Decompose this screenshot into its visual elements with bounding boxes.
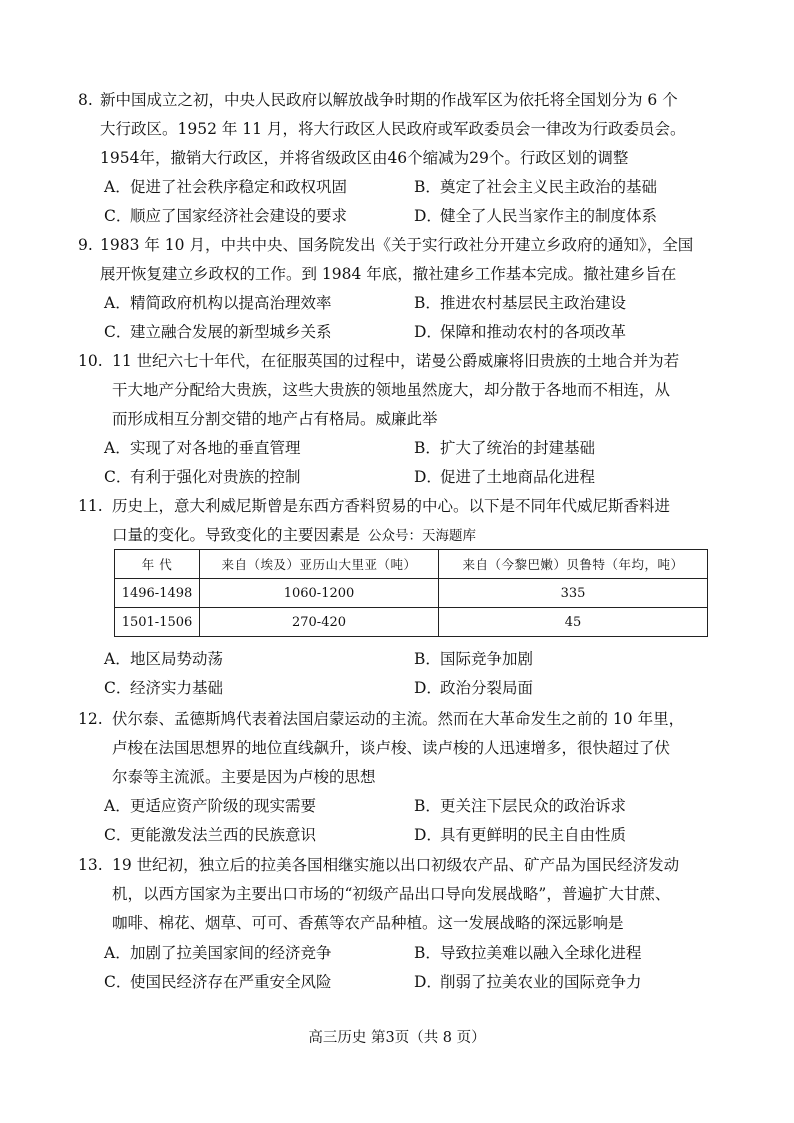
- question-text-line: 尔泰等主流派。主要是因为卢梭的思想: [112, 768, 376, 786]
- question-number: 9.: [78, 236, 93, 254]
- option-a[interactable]: A．更适应资产阶级的现实需要: [104, 797, 317, 815]
- question-text-line: 卢梭在法国思想界的地位直线飙升，谈卢梭、读卢梭的人迅速增多，很快超过了伏: [112, 739, 671, 757]
- question-11-options: [104, 645, 724, 703]
- option-c[interactable]: C．有利于强化对贵族的控制: [104, 468, 301, 486]
- option-d[interactable]: D．削弱了拉美农业的国际竞争力: [414, 973, 642, 991]
- option-a[interactable]: A．精简政府机构以提高治理效率: [104, 294, 332, 312]
- option-d[interactable]: D．保障和推动农村的各项改革: [414, 323, 627, 341]
- option-c[interactable]: C．使国民经济存在严重安全风险: [104, 973, 332, 991]
- table-header-cell: 来自（今黎巴嫩）贝鲁特（年均，吨）: [439, 550, 708, 579]
- option-a[interactable]: A．实现了对各地的垂直管理: [104, 439, 301, 457]
- option-b[interactable]: B．奠定了社会主义民主政治的基础: [414, 178, 658, 196]
- question-10: [78, 347, 718, 434]
- option-c[interactable]: C．建立融合发展的新型城乡关系: [104, 323, 332, 341]
- question-text-line: 而形成相互分割交错的地产占有格局。威廉此举: [112, 410, 438, 428]
- table-cell: 1501-1506: [115, 608, 200, 637]
- option-b[interactable]: B．推进农村基层民主政治建设: [414, 294, 627, 312]
- watermark-text: 公众号：天海题库: [368, 528, 477, 544]
- option-c[interactable]: C．更能激发法兰西的民族意识: [104, 826, 317, 844]
- option-b[interactable]: B．导致拉美难以融入全球化进程: [414, 944, 642, 962]
- option-c[interactable]: C．顺应了国家经济社会建设的要求: [104, 207, 348, 225]
- option-d[interactable]: D．具有更鲜明的民主自由性质: [414, 826, 627, 844]
- question-text-line: 机，以西方国家为主要出口市场的“初级产品出口导向发展战略”，普遍扩大甘蔗、: [112, 885, 671, 903]
- table-header-cell: 来自（埃及）亚历山大里亚（吨）: [200, 550, 439, 579]
- option-d[interactable]: D．政治分裂局面: [414, 679, 534, 697]
- question-10-options: [104, 434, 724, 492]
- option-a[interactable]: A．地区局势动荡: [104, 650, 224, 668]
- table-header-row: [115, 550, 708, 579]
- option-d[interactable]: D．促进了土地商品化进程: [414, 468, 596, 486]
- question-number: 11.: [78, 497, 103, 515]
- option-b[interactable]: B．更关注下层民众的政治诉求: [414, 797, 627, 815]
- question-13: [78, 851, 718, 938]
- question-text-line: 口量的变化。导致变化的主要因素是 公众号：天海题库: [112, 526, 477, 544]
- question-11: [78, 492, 718, 551]
- question-number: 8.: [78, 91, 93, 109]
- question-number: 12.: [78, 710, 103, 728]
- question-8: [78, 86, 718, 173]
- option-a[interactable]: A．促进了社会秩序稳定和政权巩固: [104, 178, 348, 196]
- question-text-line: 展开恢复建立乡政权的工作。到 1984 年底，撤社建乡工作基本完成。撤社建乡旨在: [100, 265, 677, 283]
- option-c[interactable]: C．经济实力基础: [104, 679, 224, 697]
- question-text-line: 伏尔泰、孟德斯鸠代表着法国启蒙运动的主流。然而在大革命发生之前的 10 年里，: [112, 710, 685, 728]
- question-text-line: 1954年，撤销大行政区，并将省级政区由46个缩减为29个。行政区划的调整: [100, 149, 629, 167]
- option-b[interactable]: B．国际竞争加剧: [414, 650, 534, 668]
- question-number: 13.: [78, 856, 103, 874]
- spice-import-table: [114, 549, 708, 637]
- table-cell: 270-420: [200, 608, 439, 637]
- option-d[interactable]: D．健全了人民当家作主的制度体系: [414, 207, 658, 225]
- question-12-options: [104, 792, 724, 850]
- table-cell: 1060-1200: [200, 579, 439, 608]
- question-text-line: 11 世纪六七十年代，在征服英国的过程中，诺曼公爵威廉将旧贵族的土地合并为若: [112, 352, 680, 370]
- table-header-cell: 年 代: [115, 550, 200, 579]
- table-cell: 1496-1498: [115, 579, 200, 608]
- question-text-line: 历史上，意大利威尼斯曾是东西方香料贸易的中心。以下是不同年代威尼斯香料进: [112, 497, 671, 515]
- question-text-line: 大行政区。1952 年 11 月，将大行政区人民政府或军政委员会一律改为行政委员会。: [100, 120, 686, 138]
- question-8-options: [104, 173, 724, 231]
- question-number: 10.: [78, 352, 103, 370]
- question-9: [78, 231, 718, 289]
- question-12: [78, 705, 718, 792]
- question-text-line: 1983 年 10 月，中共中央、国务院发出《关于实行政社分开建立乡政府的通知》，全国: [100, 236, 694, 254]
- question-9-options: [104, 289, 724, 347]
- question-13-options: [104, 939, 724, 997]
- option-a[interactable]: A．加剧了拉美国家间的经济竞争: [104, 944, 332, 962]
- question-text-line: 干大地产分配给大贵族，这些大贵族的领地虽然庞大，却分散于各地而不相连，从: [112, 381, 671, 399]
- option-b[interactable]: B．扩大了统治的封建基础: [414, 439, 596, 457]
- question-text-line: 咖啡、棉花、烟草、可可、香蕉等农产品种植。这一发展战略的深远影响是: [112, 914, 624, 932]
- question-text-line: 新中国成立之初，中央人民政府以解放战争时期的作战军区为依托将全国划分为 6 个: [100, 91, 678, 109]
- table-row: [115, 608, 708, 637]
- table-row: [115, 579, 708, 608]
- table-cell: 45: [439, 608, 708, 637]
- table-cell: 335: [439, 579, 708, 608]
- page-footer: 高三历史 第3页（共 8 页）: [308, 1030, 486, 1046]
- question-text-line: 19 世纪初，独立后的拉美各国相继实施以出口初级农产品、矿产品为国民经济发动: [112, 856, 680, 874]
